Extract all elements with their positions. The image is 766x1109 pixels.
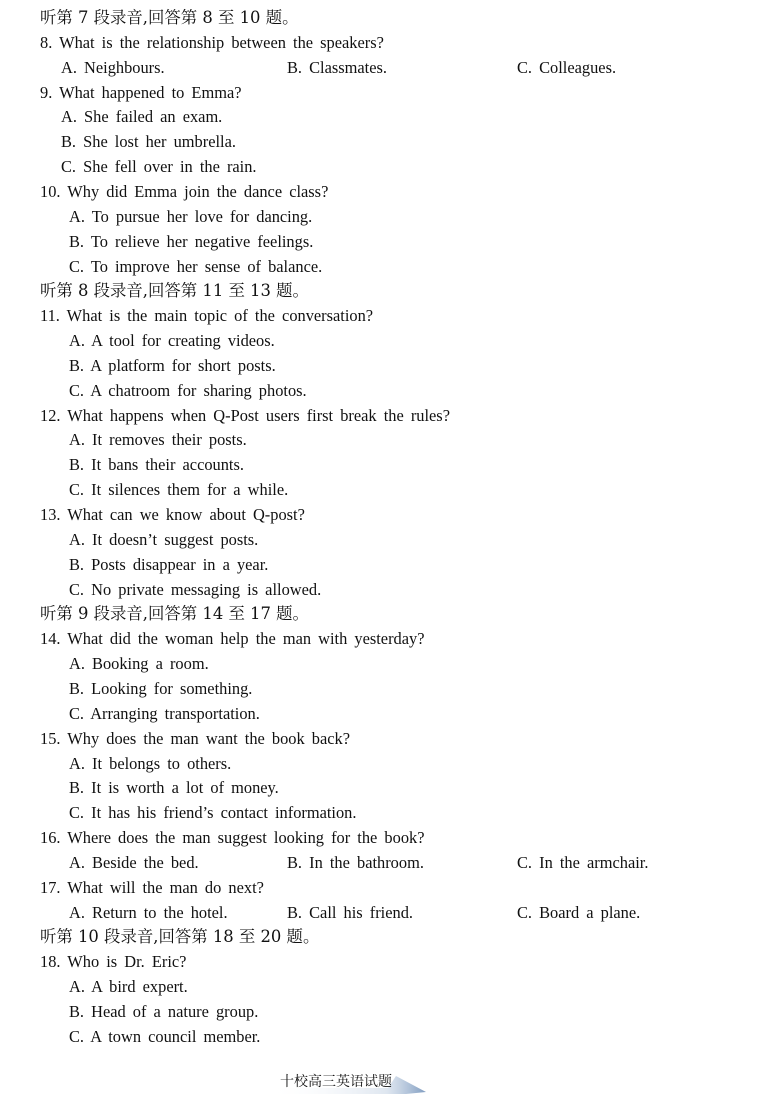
question-stem: 9. What happened to Emma? xyxy=(40,82,242,102)
question-stem: 15. Why does the man want the book back? xyxy=(40,728,351,748)
answer-option: B. Classmates. xyxy=(287,57,387,77)
answer-option: A. It removes their posts. xyxy=(69,430,247,450)
question-stem: 12. What happens when Q-Post users first break the rules? xyxy=(40,405,450,425)
answer-option: A. To pursue her love for dancing. xyxy=(69,206,313,226)
answer-option: A. Booking a room. xyxy=(69,654,209,674)
answer-option: B. A platform for short posts. xyxy=(69,355,276,375)
question-stem: 17. What will the man do next? xyxy=(40,877,264,897)
answer-option: B. It is worth a lot of money. xyxy=(69,778,279,798)
answer-option: C. Board a plane. xyxy=(517,902,641,922)
answer-option: C. To improve her sense of balance. xyxy=(69,256,323,276)
answer-option: B. It bans their accounts. xyxy=(69,455,244,475)
answer-option: B. Call his friend. xyxy=(287,902,413,922)
answer-option: C. It silences them for a while. xyxy=(69,480,289,500)
answer-option: C. It has his friend’s contact information. xyxy=(69,803,357,823)
answer-option: A. Neighbours. xyxy=(61,57,165,77)
section-heading: 听第 7 段录音,回答第 8 至 10 题。 xyxy=(40,8,299,27)
answer-option: B. To relieve her negative feelings. xyxy=(69,231,314,251)
footer xyxy=(268,1070,438,1096)
answer-option: A. Beside the bed. xyxy=(69,852,199,872)
answer-option: C. A town council member. xyxy=(69,1026,261,1046)
answer-option: C. Arranging transportation. xyxy=(69,703,260,723)
footer-title: 十校高三英语试题 xyxy=(280,1074,392,1090)
answer-option: C. She fell over in the rain. xyxy=(61,157,257,177)
answer-option: C. Colleagues. xyxy=(517,57,617,77)
section-heading: 听第 8 段录音,回答第 11 至 13 题。 xyxy=(40,281,309,301)
answer-option: A. A bird expert. xyxy=(69,977,188,997)
answer-option: A. She failed an exam. xyxy=(61,107,223,127)
question-stem: 10. Why did Emma join the dance class? xyxy=(40,181,329,201)
answer-option: B. She lost her umbrella. xyxy=(61,132,236,152)
answer-option: C. A chatroom for sharing photos. xyxy=(69,380,307,400)
question-stem: 8. What is the relationship between the speakers? xyxy=(40,32,384,52)
answer-option: A. It doesn’t suggest posts. xyxy=(69,529,259,549)
answer-option: A. Return to the hotel. xyxy=(69,902,228,922)
answer-option: B. Head of a nature group. xyxy=(69,1002,259,1021)
question-stem: 14. What did the woman help the man with yesterday? xyxy=(40,629,425,649)
answer-option: B. Posts disappear in a year. xyxy=(69,554,269,574)
section-heading: 听第 9 段录音,回答第 14 至 17 题。 xyxy=(40,604,309,624)
answer-option: C. In the armchair. xyxy=(517,852,649,872)
answer-option: B. In the bathroom. xyxy=(287,852,424,872)
answer-option: B. Looking for something. xyxy=(69,678,253,698)
question-stem: 13. What can we know about Q-post? xyxy=(40,505,305,524)
section-heading: 听第 10 段录音,回答第 18 至 20 题。 xyxy=(40,927,320,947)
question-stem: 11. What is the main topic of the conversation? xyxy=(40,306,374,326)
answer-option: C. No private messaging is allowed. xyxy=(69,579,322,599)
question-stem: 18. Who is Dr. Eric? xyxy=(40,952,187,972)
answer-option: A. A tool for creating videos. xyxy=(69,331,275,351)
answer-option: A. It belongs to others. xyxy=(69,753,232,773)
question-stem: 16. Where does the man suggest looking for the book? xyxy=(40,828,425,848)
